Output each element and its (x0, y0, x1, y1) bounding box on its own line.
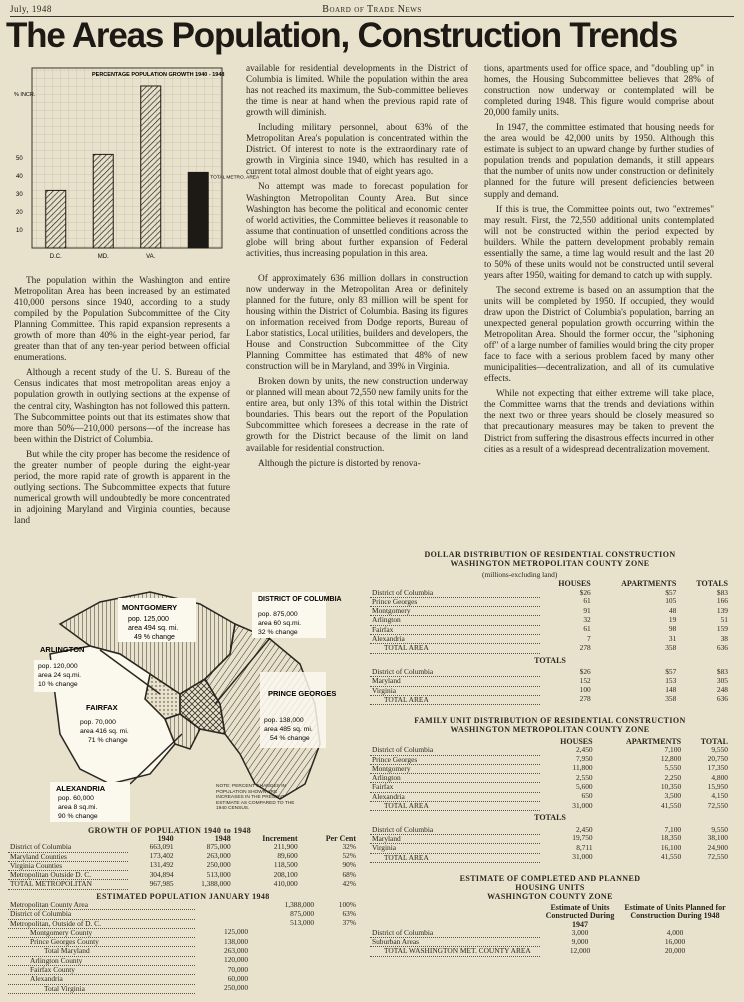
row-label: Montgomery County (8, 928, 195, 937)
cell: 7,950 (575, 754, 593, 764)
cell: 18,350 (660, 833, 682, 843)
cell: 2,450 (575, 745, 593, 755)
y-tick-label: 10 (16, 228, 23, 234)
cell: 967,985 (149, 878, 174, 888)
article-column-1 (14, 276, 230, 531)
arlington-area: area 24 sq.mi. (38, 672, 82, 679)
cell: 166 (716, 596, 728, 606)
chart-ylabel: % INCR. (14, 92, 36, 98)
cell: 9,550 (711, 745, 728, 755)
x-tick-label: VA. (146, 254, 156, 260)
cell: 152 (579, 675, 591, 685)
cell (316, 966, 358, 975)
paragraph: The population within the Washington and entire Metropolitan Area has been increased by an estimated 410,000 persons since 1940, according to a study compiled by the Population Subcommittee of the City Planning Committee. This rapid expansion represents a growth of more than 40% in the eight-year period, far greater than that of any ten-year period between official enumerations. (14, 276, 230, 364)
cell: 131,492 (149, 860, 174, 870)
cell: $26 (579, 666, 591, 676)
row-label: Total Maryland (8, 947, 195, 956)
paragraph: But while the city proper has become the residence of the greater number of people during the eight-year period, the more rapid rate of growth is apparent in the outlying sections. The Subcommittee expects that future numerical growth will undoubtedly be more concentrated in adjoining Maryland and Virginia counties, because land (14, 449, 230, 526)
bar (188, 172, 208, 248)
row-label: Arlington County (8, 956, 195, 965)
row-label: TOTAL METROPOLITAN (8, 880, 128, 889)
paragraph: Although a recent study of the U. S. Bureau of the Census indicates that most metropolitan areas enjoy a population growth in outlying sections at the expense of the central city, Washington has not followed this pattern. The Subcommittee points out that its estimates show that more than 50%—210,000 persons—of the increase has been within the District of Columbia. (14, 368, 230, 445)
table-row (8, 984, 358, 993)
paragraph: Of approximately 636 million dollars in construction now underway in the Metropolitan Area or definitely planned for the future, only 83 million will be spent for housing within the District of Columbia. Basing its figures on information received from Dodge reports, Bureau of Labor statistics, Local utilities, builders and developers, the House and Construction Subcommittee of the City Planning Committee has estimated that 48% of new construction will be in Maryland, and 39% in Virginia. (246, 273, 468, 373)
table-row (370, 616, 730, 625)
cell: 2,550 (575, 772, 593, 782)
cell: 7,100 (664, 824, 682, 834)
cell (316, 938, 358, 947)
row-label: Alexandria (370, 635, 540, 644)
fairfax-change: 71 % change (88, 737, 128, 744)
cell (250, 947, 316, 956)
paragraph: Broken down by units, the new construction underway or planned will mean about 72,550 new family units for the entire area, but only 13% of this total within the District boundaries. This bears out the report of the Population Subcommittee which foresees a decrease in the rate of growth for the District because of the limit on land available for residential construction. (246, 377, 468, 454)
growth-table (8, 826, 358, 890)
completed-planned-table (370, 874, 730, 957)
cell (316, 956, 358, 965)
cell: 875,000 (206, 842, 231, 852)
cell: 70,000 (227, 964, 249, 974)
cell: 650 (581, 791, 593, 801)
cell: 263,000 (224, 945, 249, 955)
cell (316, 947, 358, 956)
dc-change: 32 % change (258, 629, 298, 636)
table-row (370, 686, 730, 695)
cell (250, 966, 316, 975)
montgomery-name: MONTGOMERY (122, 603, 178, 612)
cell: 48 (668, 605, 677, 615)
row-label: Fairfax County (8, 966, 195, 975)
bar (141, 86, 161, 248)
family-unit-table (370, 716, 730, 863)
row-label: District of Columbia (8, 910, 195, 919)
population-growth-chart (12, 62, 260, 270)
table-row (370, 947, 730, 956)
cell: 12,800 (660, 754, 682, 764)
estimated-title: ESTIMATED POPULATION JANUARY 1948 (96, 892, 270, 901)
cell: 211,900 (273, 842, 298, 852)
paragraph: Including military personnel, about 63% of the Metropolitan Area's population is concentrated within the District. Of interest to note is the extraordinary rate of growth in Virginia since 1940, which has resulted in a current total almost double that of eight years ago. (246, 123, 468, 178)
cell: 17,350 (707, 763, 728, 773)
cell: 61 (583, 596, 591, 606)
cell: 16,100 (660, 842, 682, 852)
cell: 32 (583, 614, 591, 624)
cell: 4,150 (711, 791, 728, 801)
cell: 31 (668, 633, 677, 643)
paragraph: In 1947, the committee estimated that housing needs for the area would be 42,000 units by 1950. Although this estimate is subject to an upward change by further studies of population trends and population demands, it still appears that the number of units now under construction or definitely planned for the future will present deficiencies between supply and demand. (484, 123, 714, 200)
col-header: Increment (262, 834, 298, 843)
col-header: HOUSES (558, 579, 591, 589)
x-tick-label: D.C. (49, 254, 62, 260)
section-label: TOTALS (534, 655, 566, 665)
table-row (8, 919, 358, 928)
table-row (370, 853, 730, 862)
cell: 60,000 (227, 973, 249, 983)
cell: 24,900 (707, 842, 728, 852)
row-label: Total Virginia (8, 984, 195, 993)
cell: 304,894 (149, 869, 174, 879)
cell: $83 (716, 587, 728, 597)
fairfax-name: FAIRFAX (86, 703, 118, 712)
row-label: Prince Georges (370, 755, 540, 764)
cell (250, 984, 316, 993)
cell: 100 (579, 685, 591, 695)
issue-date: July, 1948 (10, 4, 52, 14)
cell: 52% (342, 851, 356, 861)
cell: 31,000 (572, 800, 593, 810)
map-note: NOTE: PERCENT CHANGES IN POPULATION SHOWN ARE INCREASES IN THE PRESENT ESTIMATE AS COMPARED TO THE 1940 CENSUS. (216, 784, 295, 812)
fairfax-pop: pop. 70,000 (80, 719, 116, 726)
cell: 4,000 (666, 927, 684, 937)
cell: $83 (716, 666, 728, 676)
dollar-distribution-table (370, 550, 730, 705)
bar (93, 154, 113, 248)
row-label: Fairfax (370, 783, 540, 792)
row-label: TOTAL AREA (370, 644, 540, 653)
cell: 636 (716, 642, 728, 652)
cell: 159 (716, 624, 728, 634)
cell (195, 910, 250, 919)
bar (46, 190, 66, 248)
cell: 250,000 (224, 983, 249, 993)
row-label: TOTAL AREA (370, 695, 540, 704)
table-row (370, 677, 730, 686)
paragraph: available for residential developments in the District of Columbia is limited. While the population within the area has not reached its maximum, the Sub-committee believes the time is near at hand when the previous rapid rate of growth will diminish. (246, 64, 468, 119)
cell: 2,250 (664, 772, 682, 782)
family-subtitle: WASHINGTON METROPOLITAN COUNTY ZONE (450, 725, 650, 734)
cell: 42% (342, 878, 356, 888)
row-label: Metropolitan, Outside of D. C. (8, 919, 195, 928)
row-label: District of Columbia (370, 746, 540, 755)
col-header: APARTMENTS (626, 737, 682, 746)
cell: 5,600 (575, 781, 593, 791)
row-label: TOTAL WASHINGTON MET. COUNTY AREA (370, 947, 540, 956)
cell: 32% (342, 842, 356, 852)
cell: 278 (579, 642, 591, 652)
cell: 4,800 (711, 772, 728, 782)
row-label: Arlington (370, 616, 540, 625)
cell: 11,800 (572, 763, 593, 773)
cell: 208,100 (273, 869, 298, 879)
alexandria-area: area 8 sq.mi. (58, 804, 98, 811)
cell: 148 (665, 685, 677, 695)
cell: 250,000 (206, 860, 231, 870)
cell: 248 (716, 685, 728, 695)
table-row (370, 589, 730, 598)
cell: 1,388,000 (284, 900, 315, 909)
cell: 7 (587, 633, 591, 643)
cell: 278 (579, 694, 591, 704)
cell: 68% (342, 869, 356, 879)
cell: 37% (342, 918, 356, 928)
cell: 120,000 (224, 955, 249, 965)
row-label: Prince Georges (370, 597, 540, 606)
cell: 15,950 (707, 781, 728, 791)
table-row (370, 668, 730, 677)
cell (250, 956, 316, 965)
completed-subtitle: HOUSING UNITS (515, 883, 585, 892)
cell: 61 (583, 624, 591, 634)
completed-zone: WASHINGTON COUNTY ZONE (487, 892, 613, 901)
alexandria-pop: pop. 60,000 (58, 795, 94, 802)
y-tick-label: 40 (16, 174, 23, 180)
cell: 118,500 (273, 860, 298, 870)
dc-area: area 60 sq.mi. (258, 620, 302, 627)
col-header: APARTMENTS (621, 579, 677, 589)
section-label: TOTALS (534, 813, 566, 823)
row-label: Virginia (370, 844, 540, 853)
dollar-subtitle: WASHINGTON METROPOLITAN COUNTY ZONE (450, 559, 650, 568)
cell: 91 (583, 605, 591, 615)
y-tick-label: 50 (16, 156, 23, 162)
col-header: TOTALS (696, 579, 728, 589)
table-header-row (370, 904, 730, 929)
table-row (370, 695, 730, 704)
alexandria-change: 90 % change (58, 813, 98, 820)
row-label: Virginia Counties (8, 861, 128, 870)
paragraph: Although the picture is distorted by renova- (258, 458, 421, 469)
cell: 41,550 (660, 800, 682, 810)
row-label: Fairfax (370, 625, 540, 634)
cell: 3,000 (571, 927, 589, 937)
table-row (8, 880, 358, 889)
cell: 90% (342, 860, 356, 870)
montgomery-change: 49 % change (134, 634, 175, 641)
county-map (30, 584, 342, 822)
estimated-population-table (8, 892, 358, 994)
cell: 9,000 (571, 936, 589, 946)
cell: 12,000 (569, 945, 591, 955)
cell: 8,711 (576, 842, 593, 852)
montgomery-pop: pop. 125,000 (128, 616, 169, 623)
row-label: Montgomery (370, 764, 540, 773)
cell: 153 (665, 675, 677, 685)
cell: 139 (716, 605, 728, 615)
cell: 51 (720, 614, 728, 624)
x-tick-label: TOTAL METRO. AREA (210, 175, 260, 181)
cell: 358 (665, 694, 677, 704)
cell: 3,500 (664, 791, 682, 801)
dc-name: DISTRICT OF COLUMBIA (258, 596, 342, 603)
pg-change: 54 % change (270, 735, 310, 742)
col-header: TOTAL (700, 737, 728, 746)
cell: 663,091 (149, 842, 174, 852)
cell: 305 (716, 675, 728, 685)
montgomery-area: area 494 sq. mi. (128, 625, 179, 632)
row-label: Maryland (370, 677, 540, 686)
cell: 5,550 (664, 763, 682, 773)
cell: 38,100 (707, 833, 728, 843)
arlington-change: 10 % change (38, 681, 78, 688)
col-header: HOUSES (560, 737, 593, 746)
table-row (8, 843, 358, 852)
cell: 38 (720, 633, 728, 643)
cell: 7,100 (664, 745, 682, 755)
x-tick-label: MD. (97, 254, 109, 260)
cell: $57 (665, 666, 677, 676)
cell (250, 975, 316, 984)
row-label: Maryland Counties (8, 852, 128, 861)
headline: The Areas Population, Construction Trends (6, 16, 677, 55)
y-tick-label: 20 (16, 210, 23, 216)
cell: 138,000 (224, 936, 249, 946)
col-header: 1940 (157, 834, 174, 843)
cell: 98 (668, 624, 677, 634)
dollar-title: DOLLAR DISTRIBUTION OF RESIDENTIAL CONSTRUCTION (424, 550, 676, 559)
cell: 513,000 (206, 869, 231, 879)
alexandria-name: ALEXANDRIA (56, 784, 106, 793)
col-header: Estimate of Units Planned for Construction During 1948 (624, 903, 726, 921)
row-label: District of Columbia (370, 929, 540, 938)
cell: 358 (665, 642, 677, 652)
row-label: TOTAL AREA (370, 853, 540, 862)
cell: 19,750 (572, 833, 593, 843)
row-label: Maryland (370, 834, 540, 843)
completed-title: ESTIMATE OF COMPLETED AND PLANNED (459, 874, 641, 883)
article-column-3 (484, 64, 714, 460)
row-label: Metropolitan Outside D. C. (8, 871, 128, 880)
dollar-units: (millions-excluding land) (482, 570, 558, 579)
col-header: Estimate of Units Constructed During 1947 (545, 903, 615, 929)
cell: 636 (716, 694, 728, 704)
cell: 100% (338, 900, 356, 909)
row-label: Montgomery (370, 607, 540, 616)
paragraph: The second extreme is based on an assumption that the units will be completed by 1950. If occupied, they would draw upon the District of Columbia's population, barring an unexpected general population growth occurring within the Metropolitan Area. Should the former occur, the "siphoning off" of a large number of families would bring the city proper face to face with a serious problem faced by many other municipalities—decentralization, and all of its cumulative effects. (484, 285, 714, 385)
y-tick-label: 30 (16, 192, 23, 198)
row-label: Suburban Areas (370, 938, 540, 947)
row-label: Alexandria (370, 792, 540, 801)
table-row (8, 947, 358, 956)
cell: 1,388,000 (201, 878, 231, 888)
table-row (370, 607, 730, 616)
cell: 173,402 (149, 851, 174, 861)
row-label: Arlington (370, 774, 540, 783)
row-label: District of Columbia (370, 589, 540, 598)
row-label: Metropolitan County Area (8, 901, 195, 910)
publication-name: Board of Trade News (322, 4, 422, 15)
chart-title: PERCENTAGE POPULATION GROWTH 1940 - 1948 (92, 72, 225, 78)
chart-svg (12, 62, 260, 270)
row-label: TOTAL AREA (370, 802, 540, 811)
pg-name: PRINCE GEORGES (268, 689, 337, 698)
cell: 72,550 (707, 852, 728, 862)
page-header (10, 3, 734, 17)
fairfax-area: area 416 sq. mi. (80, 728, 129, 735)
cell (316, 984, 358, 993)
cell: 125,000 (224, 927, 249, 937)
cell: 875,000 (290, 908, 315, 918)
row-label: Prince Georges County (8, 938, 195, 947)
cell (195, 901, 250, 910)
cell: 105 (665, 596, 677, 606)
table-row (370, 625, 730, 634)
table-row (8, 975, 358, 984)
cell (316, 928, 358, 937)
cell: 19 (668, 614, 677, 624)
table-row (8, 852, 358, 861)
paragraph: tions, apartments used for office space, and "doubling up" in homes, the Housing Subcommittee believes that 28% of construction now underway or contemplated will be completed during 1948. This figure would comprise about 20,000 family units. (484, 64, 714, 119)
table-row (370, 644, 730, 653)
row-label: Alexandria (8, 975, 195, 984)
cell: 9,550 (711, 824, 728, 834)
cell: 2,450 (575, 824, 593, 834)
pg-area: area 485 sq. mi. (264, 726, 313, 733)
cell: 10,350 (660, 781, 682, 791)
cell: 72,550 (707, 800, 728, 810)
dc-pop: pop. 875,000 (258, 611, 298, 618)
row-label: Virginia (370, 686, 540, 695)
paragraph: While not expecting that either extreme will take place, the Committee warns that the trends and deviations within the next two or three years should be closely measured so that precautionary measures may be taken to prevent the District from suffering the disastrous effects incurred in other cities as a result of a widespread decentralization movement. (484, 389, 714, 455)
cell: $26 (579, 587, 591, 597)
family-title: FAMILY UNIT DISTRIBUTION OF RESIDENTIAL CONSTRUCTION (414, 716, 686, 725)
cell (250, 938, 316, 947)
pg-pop: pop. 138,000 (264, 717, 304, 724)
row-label: District of Columbia (370, 668, 540, 677)
cell: 41,550 (660, 852, 682, 862)
cell: 89,600 (277, 851, 298, 861)
arlington-pop: pop. 120,000 (38, 663, 78, 670)
cell: 20,750 (707, 754, 728, 764)
growth-title: GROWTH OF POPULATION 1940 to 1948 (88, 826, 252, 835)
cell: 513,000 (290, 918, 315, 928)
paragraph: If this is true, the Committee points out, two "extremes" may result. First, the 72,550 additional units contemplated will not be constructed within the period expected by builders. While the pattern development probably remain essentially the same, a time lag would result and the last 20 to 50% of these units would not be constructed until several years after 1950, waiting for demand to catch up with supply. (484, 204, 714, 281)
table-row (370, 597, 730, 606)
row-label: District of Columbia (370, 826, 540, 835)
col-header: 1948 (214, 834, 231, 843)
cell: $57 (665, 587, 677, 597)
cell: 410,000 (273, 878, 298, 888)
article-column-2 (246, 64, 468, 474)
cell: 63% (342, 908, 356, 918)
row-label: District of Columbia (8, 843, 128, 852)
col-header: Per Cent (325, 834, 356, 843)
paragraph: No attempt was made to forecast population for Washington Metropolitan County Area. But since Washington has become the political and economic center of world activities, the Committee believes it reasonable to assume that continuation of unsettled conditions across the globe will bring about further expansion of Federal activities, thus increasing population in this area. (246, 182, 468, 259)
cell (316, 975, 358, 984)
cell: 31,000 (572, 852, 593, 862)
table-row (370, 802, 730, 811)
cell (250, 928, 316, 937)
cell: 16,000 (664, 936, 686, 946)
cell: 20,000 (664, 945, 686, 955)
arlington-name: ARLINGTON (40, 645, 85, 654)
cell: 263,000 (206, 851, 231, 861)
